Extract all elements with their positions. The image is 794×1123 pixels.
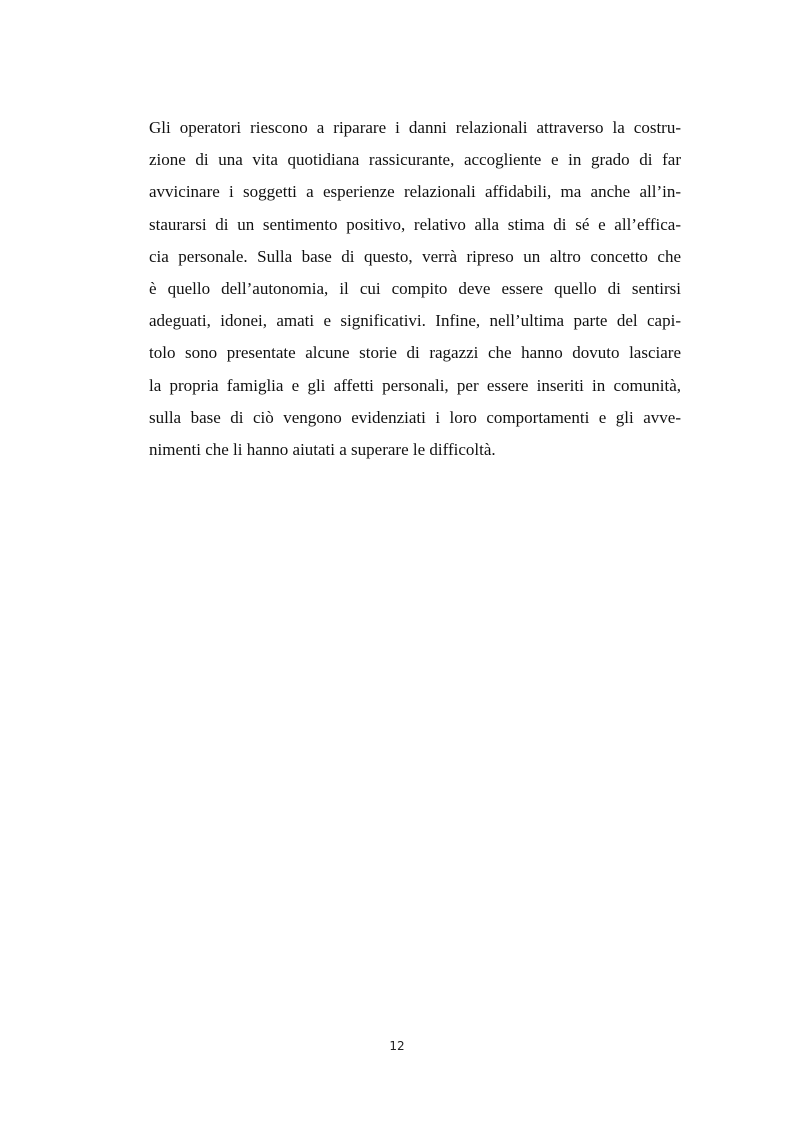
paragraph-line: staurarsi di un sentimento positivo, relativo alla stima di sé e all’effica- xyxy=(149,214,681,234)
body-paragraph xyxy=(149,112,681,466)
page-number: 12 xyxy=(389,1039,405,1053)
paragraph-line: zione di una vita quotidiana rassicurante, accogliente e in grado di far xyxy=(149,150,681,170)
paragraph-line: nimenti che li hanno aiutati a superare le difficoltà. xyxy=(149,439,496,459)
paragraph-line: tolo sono presentate alcune storie di ragazzi che hanno dovuto lasciare xyxy=(149,343,681,363)
paragraph-line: sulla base di ciò vengono evidenziati i loro comportamenti e gli avve- xyxy=(149,407,681,427)
paragraph-line: Gli operatori riescono a riparare i danni relazionali attraverso la costru- xyxy=(149,118,681,137)
paragraph-line: cia personale. Sulla base di questo, verrà ripreso un altro concetto che xyxy=(149,246,681,266)
paragraph-line: è quello dell’autonomia, il cui compito deve essere quello di sentirsi xyxy=(149,278,681,298)
paragraph-line: la propria famiglia e gli affetti personali, per essere inseriti in comunità, xyxy=(149,375,681,395)
paragraph-line: adeguati, idonei, amati e significativi. Infine, nell’ultima parte del capi- xyxy=(149,311,681,331)
paragraph-line: avvicinare i soggetti a esperienze relazionali affidabili, ma anche all’in- xyxy=(149,182,681,202)
